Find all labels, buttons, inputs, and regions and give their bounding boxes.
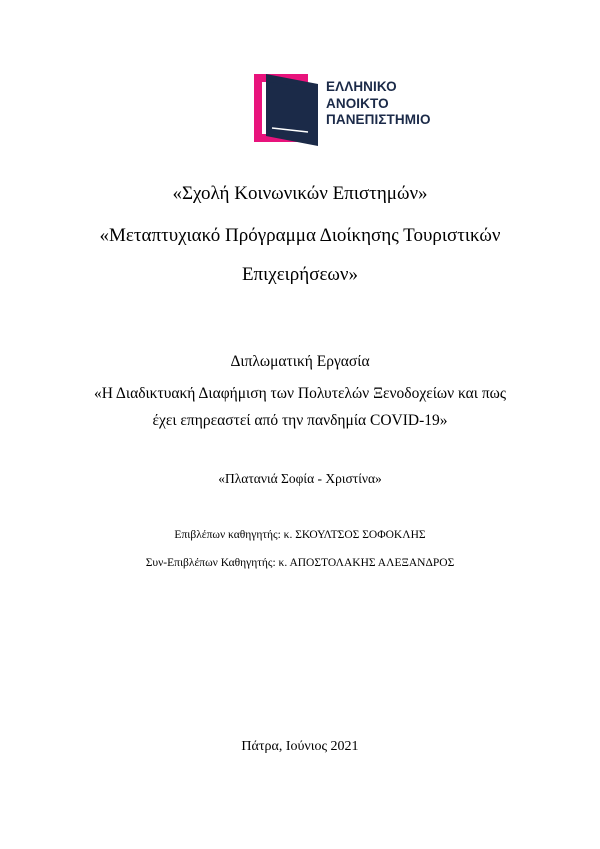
place-and-date: Πάτρα, Ιούνιος 2021 [241, 739, 359, 754]
thesis-title-line-2: έχει επηρεαστεί από την πανδημία COVID-19» [152, 412, 448, 429]
thesis-title-line-1: «Η Διαδικτυακή Διαφήμιση των Πολυτελών Ξενοδοχείων και πως [93, 385, 507, 402]
logo-wordmark [326, 79, 431, 129]
program-name-line-2: Επιχειρήσεων» [241, 264, 359, 285]
supervisor: Επιβλέπων καθηγητής: κ. ΣΚΟΥΛΤΣΟΣ ΣΟΦΟΚΛΗΣ [174, 529, 426, 541]
program-name-line-1: «Μεταπτυχιακό Πρόγραμμα Διοίκησης Τουριστικών [99, 225, 501, 246]
book-icon [252, 70, 324, 146]
logo-line-2: ΑΝΟΙΚΤΟ [326, 95, 389, 111]
logo-line-3: ΠΑΝΕΠΙΣΤΗΜΙΟ [326, 112, 431, 127]
co-supervisor: Συν-Επιβλέπων Καθηγητής: κ. ΑΠΟΣΤΟΛΑΚΗΣ ΑΛΕΞΑΝΔΡΟΣ [145, 557, 455, 569]
logo-line-1: ΕΛΛΗΝΙΚΟ [326, 79, 397, 94]
university-logo [252, 70, 442, 146]
thesis-type-label: Διπλωματική Εργασία [230, 353, 370, 370]
school-name: «Σχολή Κοινωνικών Επιστημών» [172, 183, 428, 204]
author-name: «Πλατανιά Σοφία - Χριστίνα» [218, 471, 382, 486]
